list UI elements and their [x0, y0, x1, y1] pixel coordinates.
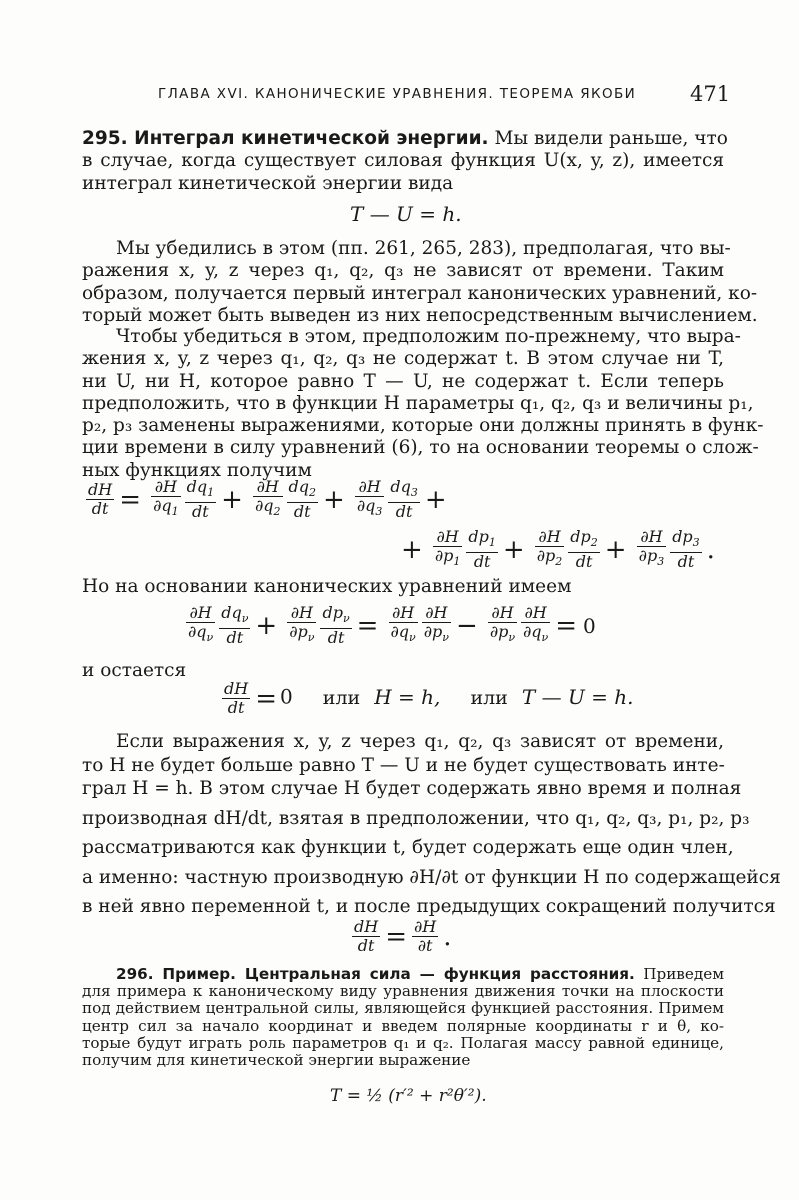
canonical-intro — [82, 576, 724, 598]
intro-line: Мы видели раньше, что — [488, 128, 728, 149]
equation-dh-zero: $\frac{dH}{dt}$ = 0 или H = h, или T — U = h. — [224, 679, 634, 717]
text-line: предположить, что в функции H параметры q₁, q₂, q₃ и величины p₁, — [82, 392, 754, 414]
text-line: жения x, y, z через q₁, q₂, q₃ не содержат t. В этом случае ни T, — [82, 348, 724, 370]
text-line: образом, получается первый интеграл канонических уравнений, ко- — [82, 282, 758, 304]
text-line: p₂, p₃ заменены выражениями, которые они должны принять в функ- — [82, 415, 764, 437]
text-line: Приведем — [634, 965, 725, 983]
intro-line: в случае, когда существует силовая функция U(x, y, z), имеется — [82, 150, 724, 172]
page-number: 471 — [690, 82, 731, 106]
text-line: грал H = h. В этом случае H будет содержать явно время и полная — [82, 778, 742, 799]
section-295-heading: 295. Интеграл кинетической энергии. — [82, 128, 489, 149]
section-296 — [82, 966, 724, 1069]
text-line: Но на основании канонических уравнений имеем — [82, 576, 572, 597]
section-296-heading: 296. Пример. Центральная сила — функция расстояния. — [116, 965, 635, 983]
equation-total-derivative: $\frac{dH}{dt}$ = $\frac{\partial H}{\partial t}$ . — [354, 917, 452, 955]
or-word: или — [322, 686, 361, 709]
or-word: или — [470, 686, 508, 709]
equation-dh-dt-line2: + $\frac{\partial H}{\partial p_1}$ $\frac{dp_1}{dt}$ + $\frac{\partial H}{\partial p_2}$ $\frac{dp_2}{dt}$ + $\frac{\partial H}{\partial p_3}$ $\frac{dp_3}{dt}$ . — [401, 527, 715, 572]
equation-dh-dt-line1: $\frac{dH}{dt}$ = $\frac{\partial H}{\partial q_1}$ $\frac{dq_1}{dt}$ + $\frac{\partial H}{\partial q_2}$ $\frac{dq_2}{dt}$ + $\frac{\partial H}{\partial q_3}$ $\frac{dq_3}{dt}$ + — [88, 477, 447, 522]
text-line: под действием центральной силы, являющейся функцией расстояния. Примем — [82, 999, 724, 1018]
paragraph-2 — [82, 238, 758, 327]
text-line: Если выражения x, y, z через q₁, q₂, q₃ зависят от времени, — [116, 731, 724, 752]
text-line: и остается — [82, 660, 187, 681]
text-line: ни U, ни H, которое равно T — U, не содержат t. Если теперь — [82, 370, 724, 392]
running-title: ГЛАВА XVI. КАНОНИЧЕСКИЕ УРАВНЕНИЯ. ТЕОРЕМА ЯКОБИ — [158, 86, 637, 102]
remains-line — [82, 660, 724, 682]
paragraph-4 — [82, 730, 781, 919]
intro-line: интеграл кинетической энергии вида — [82, 172, 454, 194]
text-line: центр сил за начало координат и введем полярные координаты r и θ, ко- — [82, 1016, 724, 1035]
text-line: рассматриваются как функции t, будет содержать еще один член, — [82, 837, 734, 858]
paragraph-3 — [82, 326, 764, 482]
text-line: получим для кинетической энергии выражение — [82, 1051, 471, 1070]
text-line: производная dH/dt, взятая в предположении, что q₁, q₂, q₃, p₁, p₂, p₃ — [82, 807, 750, 829]
text-line: торые будут играть роль параметров q₁ и q₂. Полагая массу равной единице, — [82, 1033, 724, 1052]
text-line: торый может быть выведен из них непосредственным вычислением. — [82, 304, 758, 326]
text-line: Чтобы убедиться в этом, предположим по-прежнему, что выра- — [116, 326, 741, 347]
equation-t-minus-u: T — U = h. — [521, 684, 634, 709]
text-line: ных функциях получим — [82, 459, 312, 481]
text-line: в ней явно переменной t, и после предыдущих сокращений получится — [82, 896, 776, 917]
equation-kinetic-energy: T = ½ (r′² + r²θ′²). — [330, 1086, 487, 1106]
text-line: Мы убедились в этом (пп. 261, 265, 283), предполагая, что вы- — [116, 238, 731, 259]
equation-energy-integral: T — U = h. — [350, 202, 462, 226]
equation-canonical-relation: $\frac{\partial H}{\partial q_\nu}$ $\frac{dq_\nu}{dt}$ + $\frac{\partial H}{\partial p_\nu}$ $\frac{dp_\nu}{dt}$ = $\frac{\partial H}{\partial q_\nu}$ $\frac{\partial H}{\partial p_\nu}$ − $\frac{\partial H}{\partial p_\nu}$ $\frac{\partial H}{\partial q_\nu}$ = 0 — [188, 603, 596, 648]
text-line: то H не будет больше равно T — U и не будет существовать инте- — [82, 754, 725, 776]
section-295-intro — [82, 128, 728, 195]
text-line: ции времени в силу уравнений (6), то на основании теоремы о слож- — [82, 437, 759, 459]
text-line: а именно: частную производную ∂H/∂t от функции H по содержащейся — [82, 866, 781, 888]
equation-h-const: H = h, — [374, 684, 441, 709]
text-line: ражения x, y, z через q₁, q₂, q₃ не зависят от времени. Таким — [82, 260, 724, 282]
text-line: для примера к каноническому виду уравнения движения точки на плоскости — [82, 982, 724, 1001]
